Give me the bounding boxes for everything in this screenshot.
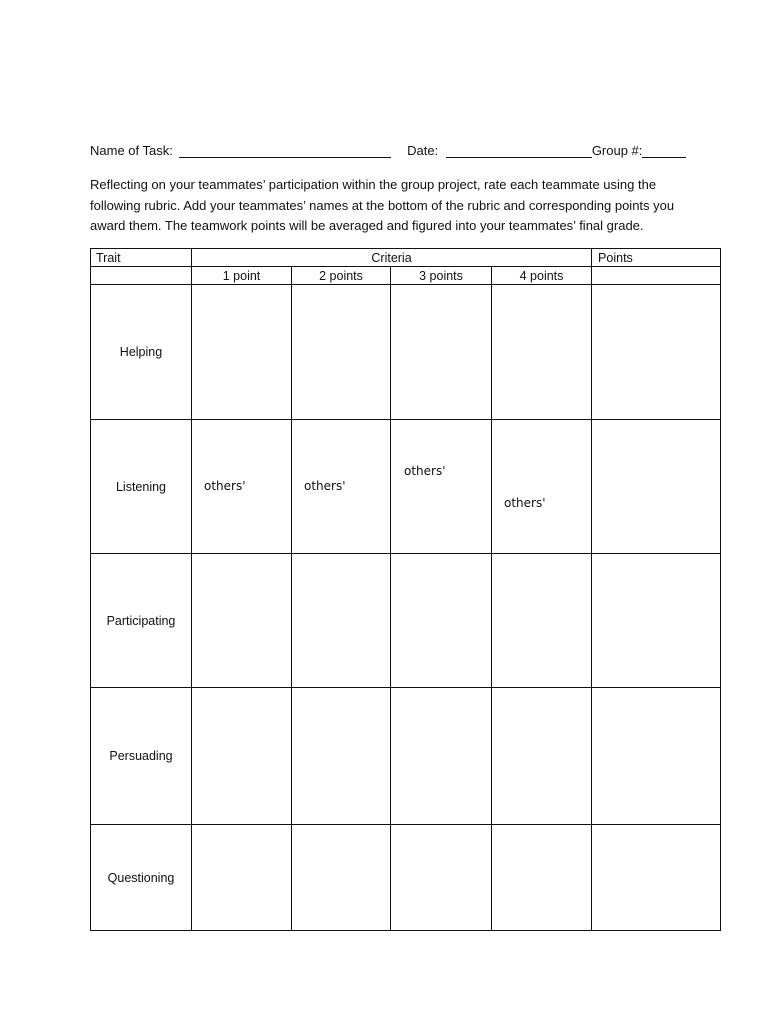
criteria-cell[interactable]: [391, 285, 492, 420]
rubric-row-helping: [91, 285, 721, 420]
criteria-col-4: 4 points: [492, 267, 592, 285]
empty-header-cell: [592, 267, 721, 285]
trait-label: Persuading: [91, 688, 192, 825]
trait-label: Helping: [91, 285, 192, 420]
criteria-cell[interactable]: [391, 688, 492, 825]
points-cell[interactable]: [592, 420, 721, 554]
task-name-blank[interactable]: [179, 143, 391, 158]
criteria-text-fragment: others': [204, 479, 246, 493]
criteria-text-fragment: others': [504, 496, 546, 510]
trait-header: Trait: [91, 249, 192, 267]
points-cell[interactable]: [592, 688, 721, 825]
trait-label: Questioning: [91, 825, 192, 931]
date-blank[interactable]: [446, 143, 592, 158]
criteria-cell[interactable]: [492, 688, 592, 825]
criteria-cell[interactable]: [292, 688, 391, 825]
group-number-blank[interactable]: [642, 143, 686, 158]
criteria-col-3: 3 points: [391, 267, 492, 285]
criteria-cell[interactable]: [192, 688, 292, 825]
task-label: Name of Task:: [90, 143, 173, 158]
criteria-cell[interactable]: [292, 420, 391, 554]
points-cell[interactable]: [592, 554, 721, 688]
criteria-cell[interactable]: [492, 825, 592, 931]
rubric-row-questioning: [91, 825, 721, 931]
criteria-text-fragment: others': [404, 464, 446, 478]
criteria-cell[interactable]: [292, 285, 391, 420]
criteria-header: Criteria: [192, 249, 592, 267]
criteria-cell[interactable]: [492, 420, 592, 554]
trait-label: Listening: [91, 420, 192, 554]
empty-header-cell: [91, 267, 192, 285]
criteria-cell[interactable]: [292, 825, 391, 931]
criteria-subheader-row: [91, 267, 721, 285]
criteria-cell[interactable]: [391, 825, 492, 931]
group-label: Group #:: [591, 143, 643, 158]
rubric-row-participating: [91, 554, 721, 688]
criteria-col-2: 2 points: [292, 267, 391, 285]
points-cell[interactable]: [592, 285, 721, 420]
rubric-row-listening: [91, 420, 721, 554]
instructions-paragraph: Reflecting on your teammates’ participation within the group project, rate each teammate using the following rubric. Add your teammates’ names at the bottom of the rubric and corresponding points you award them. The teamwork points will be averaged and figured into your teammates’ final grade.: [90, 177, 675, 233]
criteria-cell[interactable]: [492, 554, 592, 688]
trait-label: Participating: [91, 554, 192, 688]
criteria-cell[interactable]: [192, 825, 292, 931]
criteria-col-1: 1 point: [192, 267, 292, 285]
teamwork-rubric-table: [90, 248, 721, 931]
header-row: [91, 249, 721, 267]
rubric-row-persuading: [91, 688, 721, 825]
criteria-cell[interactable]: [192, 420, 292, 554]
criteria-cell[interactable]: [292, 554, 391, 688]
criteria-text-fragment: others': [304, 479, 346, 493]
points-cell[interactable]: [592, 825, 721, 931]
criteria-cell[interactable]: [492, 285, 592, 420]
criteria-cell[interactable]: [192, 554, 292, 688]
criteria-cell[interactable]: [391, 420, 492, 554]
points-header: Points: [592, 249, 721, 267]
criteria-cell[interactable]: [192, 285, 292, 420]
task-header-line: [90, 143, 690, 158]
date-label: Date:: [407, 143, 439, 158]
criteria-cell[interactable]: [391, 554, 492, 688]
